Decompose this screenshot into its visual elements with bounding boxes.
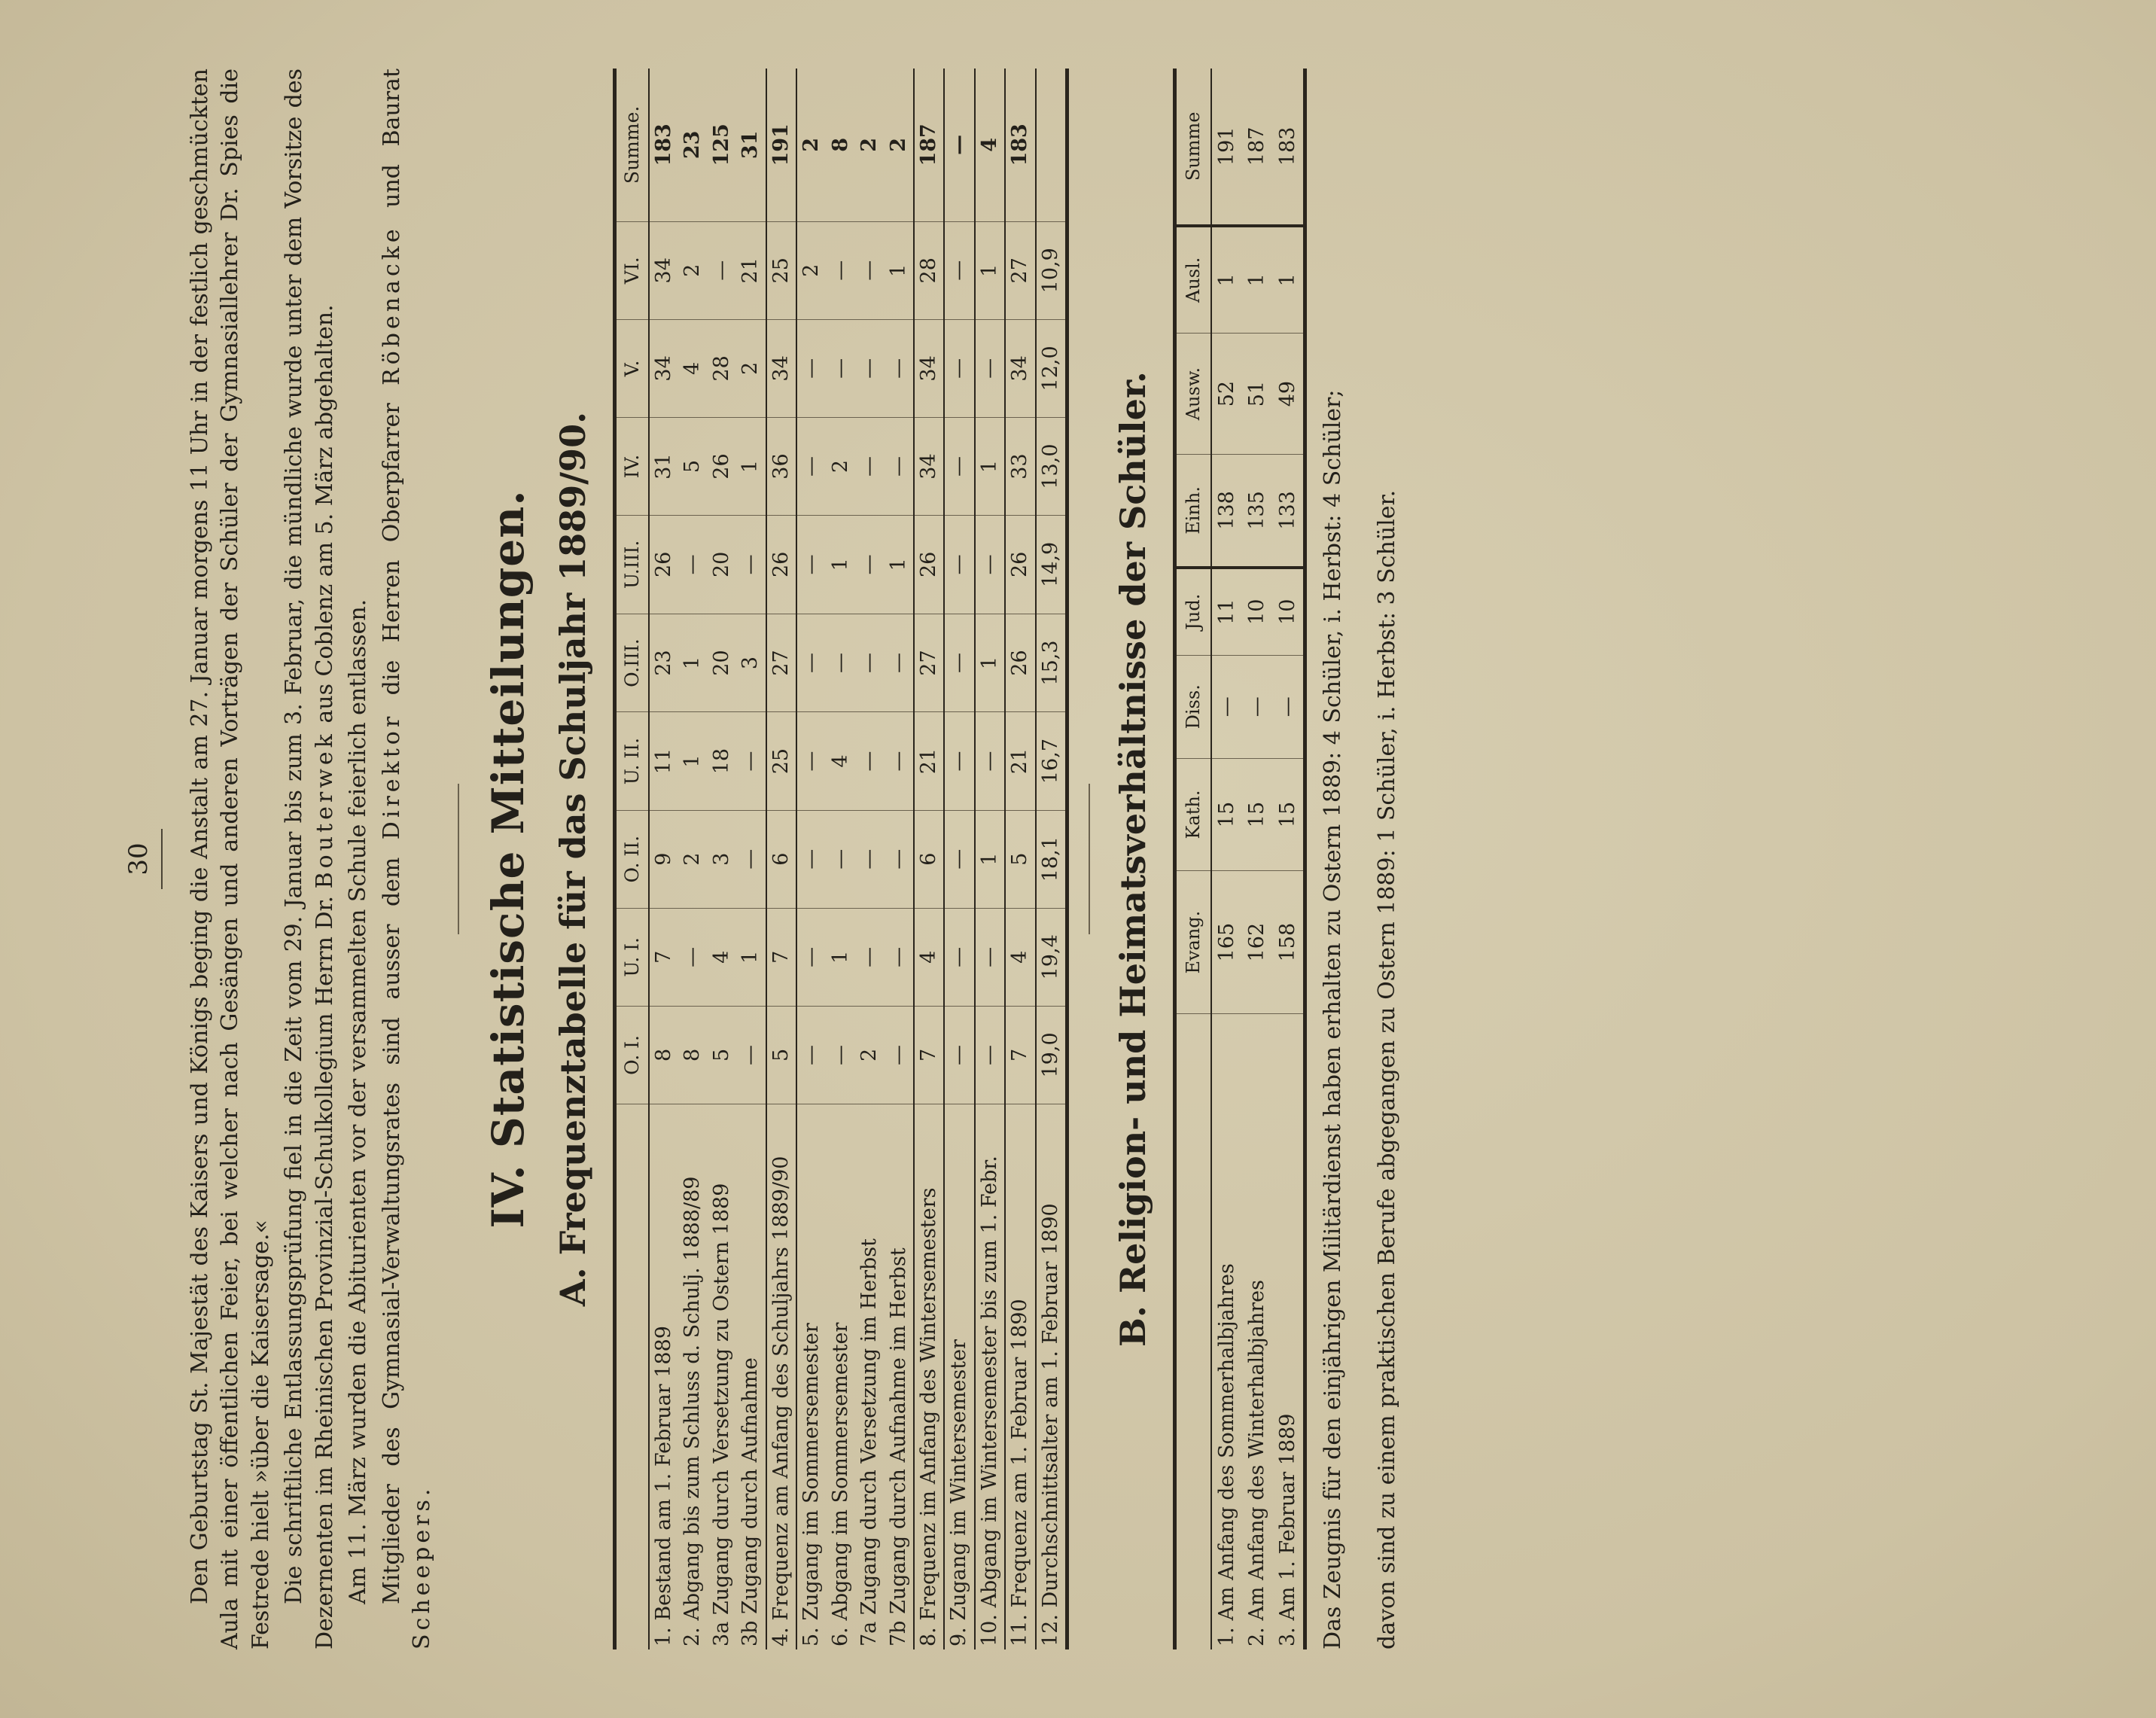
row-cell: — [885,908,914,1006]
row-cell: 34 [766,319,796,417]
table-row [1273,69,1305,1649]
row-cell: 34 [649,319,678,417]
row-cell: 15,3 [1036,614,1067,712]
intro-paragraph-1: Den Geburtstag St. Majestät des Kaisers und Königs beging die Anstalt am 27. Januar morgens 11 Uhr in der festlich geschmückten Aula mit einer öffentlichen Feier, bei welcher nach Gesängen und anderen Vorträgen der Schüler der Gymnasiallehrer Dr. Spies die Festrede hielt »über die Kaisersage.« [186,69,274,1649]
row-cell: 20 [708,516,736,614]
header-cell: U. II. [615,712,649,810]
row-cell: 6 [766,810,796,908]
row-cell: 18 [708,712,736,810]
section-divider-1 [458,784,459,934]
row-cell: 21 [1005,712,1035,810]
row-cell: — [944,908,974,1006]
row-cell: — [885,810,914,908]
row-sum-cell: 2 [855,69,884,221]
header-cell: Jud. [1175,568,1211,656]
religion-table [1173,69,1307,1649]
row-label: 4. Frequenz am Anfang des Schuljahrs 1889/90 [766,1104,796,1650]
intro-p4-text-b: die Herren Oberpfarrer [378,385,405,713]
row-cell: — [855,221,884,319]
header-cell-label [1175,1014,1211,1650]
table-a-title: A. Frequenztabelle für das Schuljahr 1889/90. [553,411,594,1307]
row-cell: — [796,810,826,908]
row-cell: 1 [975,221,1005,319]
row-cell: 13,0 [1036,417,1067,515]
row-cell: 31 [649,417,678,515]
row-cell: — [885,417,914,515]
row-label: 2. Am Anfang des Winterhalbjahres [1245,1279,1269,1646]
row-cell: — [708,221,736,319]
row-cell: 162 [1242,871,1272,1014]
row-cell: 26 [649,516,678,614]
row-label: 12. Durchschnittsalter am 1. Februar 1890 [1036,1104,1067,1650]
intro-p2-text-b: aus Coblenz am 5. März abgehalten. [311,304,338,731]
row-cell: 8 [678,1006,707,1104]
row-cell: — [678,516,707,614]
footer-note-1: Das Zeugnis für den einjährigen Militärdienst haben erhalten zu Ostern 1889: 4 Schüler, i. Herbst: 4 Schüler; [1319,389,1346,1649]
row-cell: 15 [1211,758,1242,870]
row-cell: 9 [649,810,678,908]
row-cell: 27 [914,614,944,712]
row-cell: 1 [975,614,1005,712]
intro-p4-direktor: Direktor [378,712,405,840]
row-cell: — [736,1006,766,1104]
row-label: 3. Am 1. Februar 1889 [1275,1413,1299,1646]
row-cell: — [796,516,826,614]
row-cell: 4 [914,908,944,1006]
row-cell: — [855,810,884,908]
table-row [796,69,826,1649]
intro-paragraph-2 [279,69,340,1649]
row-cell: — [855,417,884,515]
header-cell: U.III. [615,516,649,614]
row-sum-cell: 183 [649,69,678,221]
row-sum-cell: 23 [678,69,707,221]
row-cell: 12,0 [1036,319,1067,417]
row-cell: 28 [914,221,944,319]
intro-paragraph-4 [377,69,438,1649]
section-title: IV. Statistische Mitteilungen. [482,489,534,1229]
row-cell: 165 [1211,871,1242,1014]
header-cell: Kath. [1175,758,1211,870]
intro-p4-name-1: Röbenacke [378,225,405,385]
section-divider-2 [1089,784,1090,934]
row-cell: — [855,712,884,810]
row-cell: — [975,319,1005,417]
row-cell: 21 [914,712,944,810]
row-cell: 2 [678,221,707,319]
row-label: 5. Zugang im Sommersemester [796,1104,826,1650]
row-cell: — [796,417,826,515]
intro-p2-text-a: Die schriftliche Entlassungsprüfung fiel in die Zeit vom 29. Januar bis zum 3. Februar, die mündliche wurde unter dem Vorsitze des Dezernenten im Rheinischen Provinzial-Schulkollegium Herrn Dr. [281,69,338,1649]
row-sum-cell: 125 [708,69,736,221]
row-cell: — [885,614,914,712]
header-cell: Einh. [1175,455,1211,568]
row-cell: — [944,614,974,712]
header-cell: IV. [615,417,649,515]
row-cell: 7 [649,908,678,1006]
row-label: 8. Frequenz im Anfang des Wintersemesters [914,1104,944,1650]
row-cell: 133 [1273,455,1305,568]
row-cell: 10 [1242,568,1272,656]
table-row [1036,69,1067,1649]
row-cell: 15 [1242,758,1272,870]
row-cell: 1 [678,712,707,810]
frequency-table [613,69,1069,1649]
table-row [649,69,678,1649]
row-cell: 1 [885,516,914,614]
row-cell: 7 [914,1006,944,1104]
row-cell: — [827,810,855,908]
table-row [975,69,1005,1649]
header-cell: V. [615,319,649,417]
row-label: 11. Frequenz am 1. Februar 1890 [1005,1104,1035,1650]
row-cell: 1 [736,908,766,1006]
row-cell: 52 [1211,334,1242,455]
row-cell: — [827,614,855,712]
row-cell: — [827,1006,855,1104]
row-cell: 7 [1005,1006,1035,1104]
rotated-page-content [122,69,2034,1649]
header-cell: VI. [615,221,649,319]
row-cell: 1 [1242,226,1272,334]
row-cell: 36 [766,417,796,515]
row-label: 1. Am Anfang des Sommerhalbjahres [1214,1263,1238,1646]
row-cell: — [944,516,974,614]
row-sum-cell [1036,69,1067,221]
row-cell: — [975,908,1005,1006]
row-cell: — [1273,655,1305,758]
frequency-table-body [649,69,1067,1649]
row-cell: 1 [1273,226,1305,334]
row-cell: 1 [827,516,855,614]
row-sum-cell: 183 [1005,69,1035,221]
row-cell: 5 [766,1006,796,1104]
row-cell: — [944,810,974,908]
row-cell: — [855,319,884,417]
row-sum-cell: 183 [1273,69,1305,226]
row-cell: 19,0 [1036,1006,1067,1104]
row-cell: — [885,712,914,810]
table-row [678,69,707,1649]
row-cell: 26 [708,417,736,515]
row-cell: 11 [649,712,678,810]
row-cell: — [678,908,707,1006]
row-cell: — [827,319,855,417]
row-cell: — [944,712,974,810]
row-cell: 2 [827,417,855,515]
row-cell: 7 [766,908,796,1006]
row-cell: — [796,319,826,417]
header-cell: O.III. [615,614,649,712]
row-cell: — [975,516,1005,614]
row-cell: — [827,221,855,319]
row-cell: 1 [885,221,914,319]
row-cell: 4 [1005,908,1035,1006]
row-cell: — [796,908,826,1006]
row-cell: — [885,319,914,417]
row-sum-cell: — [944,69,974,221]
row-label: 7a Zugang durch Versetzung im Herbst [857,1238,882,1646]
row-cell: — [885,1006,914,1104]
row-cell: — [796,1006,826,1104]
frequency-table-header [615,69,649,1649]
table-row [1242,69,1272,1649]
row-cell: 1 [975,810,1005,908]
header-cell-label [615,1104,649,1650]
row-cell: 49 [1273,334,1305,455]
table-row [827,69,855,1649]
row-cell: 20 [708,614,736,712]
row-cell: 27 [766,614,796,712]
table-row [855,69,884,1649]
row-cell: 34 [1005,319,1035,417]
row-cell: — [855,908,884,1006]
row-cell: 26 [914,516,944,614]
intro-p4-text-c: und Baurat [378,69,405,226]
row-cell: — [944,319,974,417]
row-cell: 26 [1005,516,1035,614]
table-row [766,69,796,1649]
row-label: 3b Zugang durch Aufnahme [738,1357,763,1646]
row-cell: — [736,810,766,908]
religion-table-body [1211,69,1305,1649]
row-cell: 138 [1211,455,1242,568]
row-cell: 4 [827,712,855,810]
header-cell: Ausw. [1175,334,1211,455]
footer-note-2: davon sind zu einem praktischen Berufe abgegangen zu Ostern 1889: 1 Schüler, i. Herbst: 3 Schüler. [1373,489,1400,1649]
row-cell: 158 [1273,871,1305,1014]
row-cell: 3 [736,614,766,712]
table-row [736,69,766,1649]
intro-p4-text-a: Mitglieder des Gymnasial-Verwaltungsrates sind ausser dem [378,839,405,1604]
row-cell: 2 [855,1006,884,1104]
row-cell: — [944,1006,974,1104]
intro-paragraph-3: Am 11. März wurden die Abiturienten vor der versammelten Schule feierlich entlassen. [345,599,372,1604]
row-cell: 19,4 [1036,908,1067,1006]
row-cell: 23 [649,614,678,712]
row-cell: — [944,417,974,515]
page-number-rule [161,829,163,889]
header-cell: Diss. [1175,655,1211,758]
table-row [1211,69,1242,1649]
row-cell: 3 [708,810,736,908]
row-cell: 28 [708,319,736,417]
row-sum-cell: 2 [885,69,914,221]
header-cell-summe: Summe. [615,69,649,221]
row-cell: 26 [1005,614,1035,712]
row-cell: — [736,516,766,614]
table-b-title: B. Religion- und Heimatsverhältnisse der Schüler. [1113,371,1154,1347]
row-sum-cell: 4 [975,69,1005,221]
row-cell: 34 [914,319,944,417]
header-cell: Ausl. [1175,226,1211,334]
row-sum-cell: 191 [1211,69,1242,226]
row-cell: — [736,712,766,810]
table-row [914,69,944,1649]
table-row [1005,69,1035,1649]
row-cell: — [1211,655,1242,758]
row-cell: 135 [1242,455,1272,568]
row-cell: — [975,712,1005,810]
header-cell: O. II. [615,810,649,908]
header-cell: Evang. [1175,871,1211,1014]
row-cell: 5 [708,1006,736,1104]
row-cell: 25 [766,221,796,319]
header-cell: O. I. [615,1006,649,1104]
row-cell: 1 [1211,226,1242,334]
row-cell: — [975,1006,1005,1104]
row-cell: 27 [1005,221,1035,319]
intro-p2-name: Bouterwek [311,730,338,889]
row-cell: 4 [708,908,736,1006]
row-cell: 2 [678,810,707,908]
row-cell: 5 [678,417,707,515]
row-cell: 26 [766,516,796,614]
row-cell: 5 [1005,810,1035,908]
row-cell: 14,9 [1036,516,1067,614]
table-row [885,69,914,1649]
row-cell: — [855,614,884,712]
row-cell: — [796,712,826,810]
row-cell: 1 [678,614,707,712]
row-label: 2. Abgang bis zum Schluss d. Schulj. 1888/89 [681,1176,705,1646]
row-label: 1. Bestand am 1. Februar 1889 [652,1326,676,1646]
religion-table-header [1175,69,1211,1649]
row-cell: 15 [1273,758,1305,870]
row-cell: — [944,221,974,319]
table-row [708,69,736,1649]
row-cell: 11 [1211,568,1242,656]
row-cell: 34 [649,221,678,319]
row-sum-cell: 187 [914,69,944,221]
row-cell: 1 [975,417,1005,515]
header-cell-summe: Summe [1175,69,1211,226]
row-cell: 4 [678,319,707,417]
row-cell: 33 [1005,417,1035,515]
row-sum-cell: 31 [736,69,766,221]
row-cell: 1 [736,417,766,515]
row-cell: — [796,614,826,712]
header-cell: U. I. [615,908,649,1006]
row-sum-cell: 8 [827,69,855,221]
row-cell: 2 [736,319,766,417]
row-cell: 1 [827,908,855,1006]
row-label: 6. Abgang im Sommersemester [828,1322,852,1646]
row-cell: 10,9 [1036,221,1067,319]
row-label: 3a Zugang durch Versetzung zu Ostern 1889 [709,1183,733,1646]
row-cell: 8 [649,1006,678,1104]
row-cell: 18,1 [1036,810,1067,908]
row-cell: — [1242,655,1272,758]
row-cell: 34 [914,417,944,515]
row-cell: 51 [1242,334,1272,455]
intro-p4-name-2: Scheepers. [409,1485,436,1649]
row-cell: 25 [766,712,796,810]
row-cell: 2 [796,221,826,319]
row-sum-cell: 2 [796,69,826,221]
row-label: 10. Abgang im Wintersemester bis zum 1. Febr. [975,1104,1005,1650]
row-sum-cell: 191 [766,69,796,221]
row-cell: 6 [914,810,944,908]
row-sum-cell: 187 [1242,69,1272,226]
page-number: 30 [123,842,154,876]
row-cell: 16,7 [1036,712,1067,810]
row-cell: 21 [736,221,766,319]
table-row [944,69,974,1649]
row-label: 7b Zugang durch Aufnahme im Herbst [886,1247,910,1646]
row-cell: — [855,516,884,614]
row-cell: 10 [1273,568,1305,656]
row-label: 9. Zugang im Wintersemester [944,1104,974,1650]
